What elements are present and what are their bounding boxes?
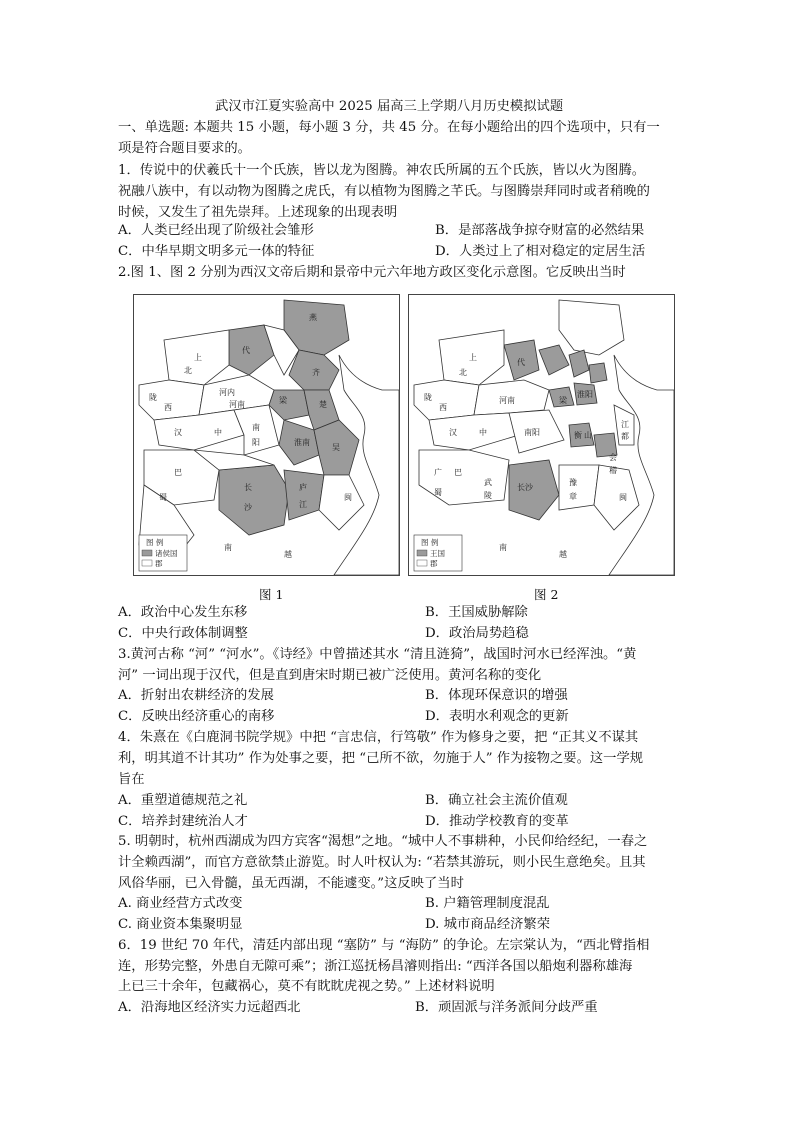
map-1-label-hanzhong: 汉 xyxy=(174,428,182,437)
map-1-label-nanyue: 南 xyxy=(224,543,232,552)
q6-option-a: A．沿海地区经济实力远超西北 xyxy=(118,1000,301,1015)
map-2-label-zhong: 中 xyxy=(479,428,487,437)
map-1-label-chu: 楚 xyxy=(319,400,327,409)
map-2-svg xyxy=(409,295,674,575)
q3-option-d: D．表明水利观念的更新 xyxy=(425,709,569,724)
q5-stem-3: 风俗华丽，已入骨髓，虽无西湖，不能遽变。”这反映了当时 xyxy=(118,876,464,891)
q4-option-d: D．推动学校教育的变革 xyxy=(425,814,569,829)
q1-option-a: A．人类已经出现了阶级社会雏形 xyxy=(118,223,314,238)
map-1-label-yan: 燕 xyxy=(309,313,317,322)
map-1-label-chang: 长 xyxy=(244,483,252,492)
map-2-label-wu: 武 xyxy=(484,478,492,487)
q4-stem-1: 4．朱熹在《白鹿洞书院学规》中把 “言忠信，行笃敬” 作为修身之要，把 “正其义不谋其 xyxy=(118,730,639,745)
section-instruction-1: 一、单选题: 本题共 15 小题，每小题 3 分，共 45 分。在每小题给出的四个选项中，只有一 xyxy=(118,120,660,135)
q5-option-d: D. 城市商品经济繁荣 xyxy=(425,917,551,932)
map-1-label-qi: 齐 xyxy=(312,368,320,377)
map-2-legend-2: 郡 xyxy=(430,559,438,568)
map-2-label-guang: 广 xyxy=(434,468,442,477)
figure-2-caption: 图 2 xyxy=(534,587,559,602)
map-figure-1 xyxy=(133,294,400,576)
map-1-label-henan: 河南 xyxy=(229,400,245,409)
map-1-label-nan: 南 xyxy=(252,423,260,432)
map-2-label-min: 闽 xyxy=(619,493,627,502)
q3-option-b: B．体现环保意识的增强 xyxy=(425,688,568,703)
exam-title: 武汉市江夏实验高中 2025 届高三上学期八月历史模拟试题 xyxy=(215,99,564,114)
map-2-label-xi: 西 xyxy=(439,403,447,412)
q3-stem-2: 河” 一词出现于汉代，但是直到唐宋时期已被广泛使用。黄河名称的变化 xyxy=(118,668,542,683)
map-1-label-henei: 河内 xyxy=(219,388,235,397)
q1-stem-1: 1．传说中的伏羲氏十一个氏族，皆以龙为图腾。神农氏所属的五个氏族，皆以火为图腾。 xyxy=(118,163,646,178)
map-1-svg xyxy=(134,295,399,575)
map-1-label-bei: 北 xyxy=(184,366,192,375)
q5-option-c: C. 商业资本集聚明显 xyxy=(118,917,243,932)
map-2-label-heng: 衡 xyxy=(574,431,582,440)
q1-option-b: B．是部落战争掠夺财富的必然结果 xyxy=(435,223,645,238)
map-2-label-nanyue: 南 xyxy=(499,543,507,552)
map-1-label-yang: 阳 xyxy=(252,438,260,447)
q6-stem-3: 上已三十余年，包藏祸心，莫不有眈眈虎视之势。” 上述材料说明 xyxy=(118,979,495,994)
map-2-label-huaiyang: 淮阳 xyxy=(577,390,593,399)
map-2-label-ji: 稽 xyxy=(609,466,617,475)
map-2-coast xyxy=(609,355,674,575)
map-1-region-liang xyxy=(269,390,309,420)
map-2-label-long: 陇 xyxy=(424,393,432,402)
map-2-label-yue: 越 xyxy=(559,550,567,559)
q6-stem-1: 6．19 世纪 70 年代，清廷内部出现 “塞防” 与 “海防” 的争论。左宗棠认为，“西北臂指相 xyxy=(118,938,650,953)
q5-stem-2: 计全赖西湖”，而官方意欲禁止游览。时人叶权认为: “若禁其游玩，则小民生意绝矣。且其 xyxy=(118,855,646,870)
q1-stem-2: 祝融八族中，有以动物为图腾之虎氏，有以植物为图腾之芊氏。与图腾崇拜同时或者稍晚的 xyxy=(118,184,650,199)
map-2-label-henan: 河南 xyxy=(499,396,515,405)
q6-stem-2: 连，形势完整，外患自无隙可乘”；浙江巡抚杨昌濬则指出: “西洋各国以船炮利器称雄海 xyxy=(118,959,633,974)
q5-option-b: B. 户籍管理制度混乱 xyxy=(425,896,550,911)
map-1-label-shang: 上 xyxy=(194,353,202,362)
map-1-region-changsha xyxy=(219,465,289,535)
map-2-label-jiangdu: 江 xyxy=(621,420,629,429)
map-2-label-yu: 豫 xyxy=(569,478,577,487)
map-1-label-shu: 蜀 xyxy=(159,493,167,502)
q2-option-c: C．中央行政体制调整 xyxy=(118,626,248,641)
map-1-label-jiang: 江 xyxy=(299,500,307,509)
map-1-label-long: 陇 xyxy=(149,393,157,402)
map-2-label-changsha: 长沙 xyxy=(517,483,533,492)
q3-option-a: A．折射出农耕经济的发展 xyxy=(118,688,274,703)
q4-option-b: B．确立社会主流价值观 xyxy=(425,793,568,808)
map-1-label-min: 闽 xyxy=(344,493,352,502)
map-2-legend-title: 图 例 xyxy=(421,538,439,547)
q1-option-c: C．中华早期文明多元一体的特征 xyxy=(118,244,315,259)
map-1-label-ba: 巴 xyxy=(174,468,182,477)
map-1-label-liang: 梁 xyxy=(279,396,287,405)
q3-stem-1: 3.黄河古称 “河” “河水”。《诗经》中曾描述其水 “清且涟猗”，战国时河水已经浑浊。“黄 xyxy=(118,647,637,662)
map-1-legend-2: 郡 xyxy=(155,559,163,568)
q2-option-d: D．政治局势趋稳 xyxy=(425,626,529,641)
map-1-legend-title: 图 例 xyxy=(146,538,164,547)
map-1-region-min xyxy=(319,475,364,530)
q2-option-b: B．王国威胁解除 xyxy=(425,605,528,620)
map-2-label-hanzhong: 汉 xyxy=(449,428,457,437)
map-2-label-nanyang: 南阳 xyxy=(524,428,540,437)
map-2-label-bei: 北 xyxy=(459,368,467,377)
map-1-label-zhong: 中 xyxy=(214,428,222,437)
map-1-label-xi: 西 xyxy=(164,403,172,412)
map-1-region-lujiang xyxy=(284,470,324,520)
map-1-label-wu: 吴 xyxy=(332,443,340,452)
q6-option-b: B．顽固派与洋务派间分歧严重 xyxy=(415,1000,598,1015)
q5-option-a: A. 商业经营方式改变 xyxy=(118,896,243,911)
map-figure-2 xyxy=(408,294,675,576)
q1-option-d: D．人类过上了相对稳定的定居生活 xyxy=(435,244,646,259)
map-2-legend-1: 王国 xyxy=(430,549,445,558)
q2-stem-1: 2.图 1、图 2 分别为西汉文帝后期和景帝中元六年地方政区变化示意图。它反映出当时 xyxy=(118,265,626,280)
q5-stem-1: 5. 明朝时，杭州西湖成为四方宾客“渴想”之地。“城中人不事耕种，小民仰给经纪，一春之 xyxy=(118,834,648,849)
map-2-label-shan: 山 xyxy=(584,431,592,440)
section-instruction-2: 项是符合题目要求的。 xyxy=(118,141,251,156)
q4-stem-3: 旨在 xyxy=(118,772,145,787)
map-1-label-yuezhou: 越 xyxy=(284,550,292,559)
q3-option-c: C．反映出经济重心的南移 xyxy=(118,709,275,724)
figure-1-caption: 图 1 xyxy=(259,587,284,602)
map-1-label-sha: 沙 xyxy=(244,503,252,512)
map-2-label-kuaiji: 会 xyxy=(609,453,617,462)
map-2-label-dai: 代 xyxy=(517,358,525,367)
map-1-label-dai: 代 xyxy=(242,346,250,355)
map-1-label-lu: 庐 xyxy=(299,483,307,492)
map-1-label-huainan: 淮南 xyxy=(294,438,310,447)
map-2-label-liang: 梁 xyxy=(559,396,567,405)
q4-option-c: C．培养封建统治人才 xyxy=(118,814,248,829)
map-2-label-zhang: 章 xyxy=(569,492,577,501)
map-2-label-shu: 蜀 xyxy=(434,488,442,497)
map-1-legend-1: 诸侯国 xyxy=(155,549,178,558)
map-2-label-du: 都 xyxy=(621,432,629,441)
q1-stem-3: 时候，又发生了祖先崇拜。上述现象的出现表明 xyxy=(118,205,398,220)
map-2-label-ba: 巴 xyxy=(454,468,462,477)
map-2-label-shang: 上 xyxy=(469,353,477,362)
q4-stem-2: 利，明其道不计其功” 作为处事之要，把 “己所不欲，勿施于人” 作为接物之要。这一学规 xyxy=(118,751,644,766)
map-2-label-ling: 陵 xyxy=(484,491,492,500)
q4-option-a: A．重塑道德规范之礼 xyxy=(118,793,248,808)
q2-option-a: A．政治中心发生东移 xyxy=(118,605,248,620)
